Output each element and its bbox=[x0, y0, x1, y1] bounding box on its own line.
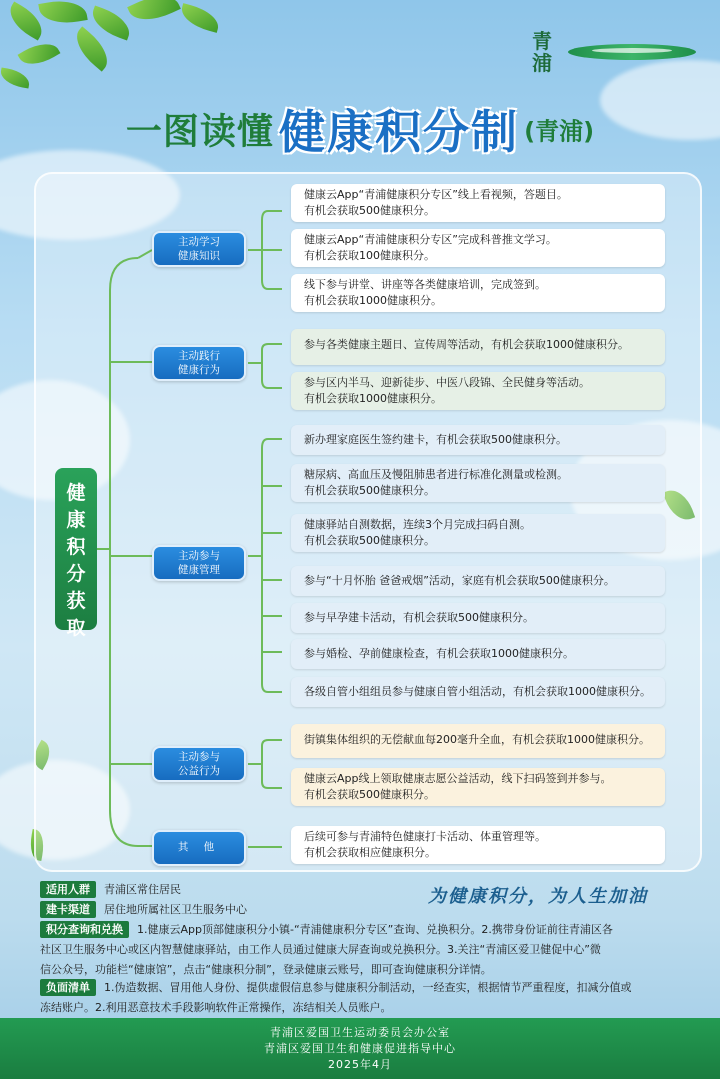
qingpu-logo bbox=[532, 30, 702, 78]
channel-tag: 建卡渠道 bbox=[40, 901, 96, 918]
list-item: 参与婚检、孕前健康检查，有机会获取1000健康积分。 bbox=[291, 639, 665, 669]
page-title bbox=[0, 96, 720, 162]
list-item: 街镇集体组织的无偿献血每200毫升全血，有机会获取1000健康积分。 bbox=[291, 724, 665, 758]
list-item: 健康云App“青浦健康积分专区”完成科普推文学习。 有机会获取100健康积分。 bbox=[291, 229, 665, 267]
list-item: 参与各类健康主题日、宣传周等活动，有机会获取1000健康积分。 bbox=[291, 329, 665, 365]
title-suffix: (青浦) bbox=[524, 117, 595, 146]
footer-date: 2025年4月 bbox=[328, 1058, 392, 1071]
list-item: 糖尿病、高血压及慢阻肺患者进行标准化测量或检测。 有机会获取500健康积分。 bbox=[291, 464, 665, 502]
list-item: 参与“十月怀胎 爸爸戒烟”活动，家庭有机会获取500健康积分。 bbox=[291, 566, 665, 596]
list-item: 健康驿站自测数据，连续3个月完成扫码自测。 有机会获取500健康积分。 bbox=[291, 514, 665, 552]
list-item: 后续可参与青浦特色健康打卡活动、体重管理等。 有机会获取相应健康积分。 bbox=[291, 826, 665, 864]
list-item: 新办理家庭医生签约建卡，有机会获取500健康积分。 bbox=[291, 425, 665, 455]
query-block: 积分查询和兑换 1.健康云App顶部健康积分小镇-“青浦健康积分专区”查询、兑换积分。2.携带身份证前往青浦区各 社区卫生服务中心或区内智慧健康驿站，由工作人员通过健康大屏查询或兑换积分。3.关注“青浦区爱卫健促中心”微 信公众号，功能栏“健康馆”，点击“健康积分制”，登录健康云账号，即可查询健康积分详情。 bbox=[40, 923, 613, 976]
list-item: 线下参与讲堂、讲座等各类健康培训，完成签到。 有机会获取1000健康积分。 bbox=[291, 274, 665, 312]
category-label: 主动参与 健康管理 bbox=[178, 550, 220, 576]
list-item: 参与早孕建卡活动，有机会获取500健康积分。 bbox=[291, 603, 665, 633]
category-health-management bbox=[152, 545, 246, 581]
footer-org1: 青浦区爱国卫生运动委员会办公室 bbox=[270, 1026, 450, 1039]
channel-text: 居住地所属社区卫生服务中心 bbox=[104, 903, 247, 916]
list-item: 健康云App“青浦健康积分专区”线上看视频，答题目。 有机会获取500健康积分。 bbox=[291, 184, 665, 222]
slogan: 为健康积分，为人生加油 bbox=[428, 886, 648, 907]
root-node bbox=[55, 468, 97, 639]
logo-mark: 青浦 bbox=[532, 29, 552, 75]
category-label: 主动学习 健康知识 bbox=[178, 236, 220, 262]
category-label: 主动践行 健康行为 bbox=[178, 350, 220, 376]
leaves-decoration bbox=[0, 0, 240, 95]
audience-text: 青浦区常住居民 bbox=[104, 883, 181, 896]
category-label: 主动参与 公益行为 bbox=[178, 751, 220, 777]
list-item: 各级自管小组组员参与健康自管小组活动，有机会获取1000健康积分。 bbox=[291, 677, 665, 707]
root-label: 健康积分获取 bbox=[66, 482, 86, 639]
negative-tag: 负面清单 bbox=[40, 979, 96, 996]
query-tag: 积分查询和兑换 bbox=[40, 921, 129, 938]
category-learn-knowledge bbox=[152, 231, 246, 267]
list-item: 健康云App线上领取健康志愿公益活动，线下扫码签到并参与。 有机会获取500健康积分。 bbox=[291, 768, 665, 806]
list-item: 参与区内半马、迎新徒步、中医八段锦、全民健身等活动。 有机会获取1000健康积分。 bbox=[291, 372, 665, 410]
category-label: 其 他 bbox=[177, 841, 221, 853]
category-public-welfare bbox=[152, 746, 246, 782]
title-main: 健康积分制 bbox=[279, 105, 520, 159]
category-other bbox=[152, 830, 246, 866]
category-practice-behavior bbox=[152, 345, 246, 381]
negative-block: 负面清单 1.伪造数据、冒用他人身份、提供虚假信息参与健康积分制活动，一经查实，根据情节严重程度，扣减分值或 冻结账户。2.利用恶意技术手段影响软件正常操作，冻结相关人员账户。 bbox=[40, 981, 632, 1014]
footer-org2: 青浦区爱国卫生和健康促进指导中心 bbox=[264, 1042, 456, 1055]
footer bbox=[0, 1018, 720, 1079]
title-prefix: 一图读懂 bbox=[125, 111, 274, 153]
audience-tag: 适用人群 bbox=[40, 881, 96, 898]
